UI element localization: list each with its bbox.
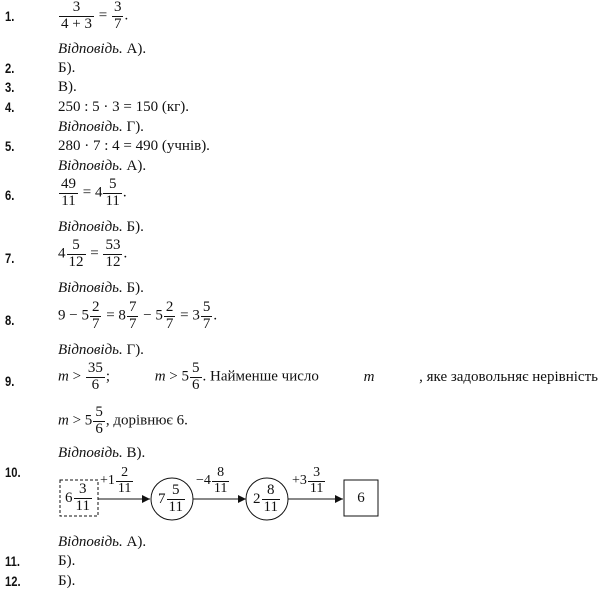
answer-label: Відповідь. <box>58 280 123 296</box>
denominator: 7 <box>165 315 174 332</box>
answer-3: В). <box>58 79 77 95</box>
expression-6 <box>58 177 127 210</box>
answer-label: Відповідь. <box>58 41 123 57</box>
fraction <box>116 466 133 496</box>
answer-value: Б). <box>126 219 144 235</box>
fraction <box>59 177 78 210</box>
operation-2 <box>196 466 230 496</box>
denominator: 11 <box>117 480 132 496</box>
text: . Найменше число <box>202 368 319 385</box>
answer-4 <box>58 119 144 136</box>
answer-1 <box>58 41 146 58</box>
numerator: 2 <box>165 299 174 315</box>
fraction <box>86 361 105 394</box>
op: −4 <box>196 473 211 489</box>
arrowhead-2 <box>238 495 246 503</box>
answer-label: Відповідь. <box>58 158 123 174</box>
punct: . <box>124 7 129 24</box>
variable: m <box>363 368 375 385</box>
denominator: 4 + 3 <box>61 15 92 32</box>
numerator: 3 <box>113 0 122 15</box>
numerator: 3 <box>59 0 94 17</box>
whole: 7 <box>158 490 166 507</box>
denominator: 11 <box>213 480 228 496</box>
term: = 8 <box>106 307 126 324</box>
answer-2: Б). <box>58 60 76 76</box>
inequality-1 <box>58 361 110 394</box>
answer-value: Б). <box>126 280 144 296</box>
whole: 2 <box>253 490 261 507</box>
answer-value: Г). <box>126 342 144 358</box>
expression-7 <box>58 238 127 271</box>
numerator: 49 <box>61 176 76 192</box>
answer-label: Відповідь. <box>58 534 123 550</box>
denominator: 11 <box>61 192 76 209</box>
numerator: 5 <box>103 177 121 194</box>
start-value <box>60 480 98 516</box>
op: +1 <box>100 473 115 489</box>
denominator: 11 <box>263 498 278 515</box>
item-number: 12. <box>5 573 21 589</box>
expression-8 <box>58 300 217 333</box>
item-number: 5. <box>5 138 15 154</box>
expression-4: 250 : 5 · 3 = 150 (кг). <box>58 99 190 115</box>
denominator: 11 <box>75 497 90 514</box>
whole: 4 <box>58 245 66 262</box>
equals: = <box>98 7 108 24</box>
fraction <box>103 177 121 210</box>
denominator: 7 <box>113 15 122 32</box>
fraction <box>74 482 92 515</box>
answer-7 <box>58 280 144 297</box>
node-1 <box>151 478 193 520</box>
denominator: 11 <box>105 192 120 209</box>
variable: m <box>154 368 166 385</box>
answer-label: Відповідь. <box>58 119 123 135</box>
equals: = <box>90 245 99 262</box>
numerator: 5 <box>95 404 103 420</box>
numerator: 7 <box>128 299 137 315</box>
operation-1 <box>100 466 134 496</box>
fraction <box>201 300 213 333</box>
answer-label: Відповідь. <box>58 342 123 358</box>
denominator: 12 <box>68 253 84 270</box>
answer-value: А). <box>126 158 147 174</box>
item-number: 3. <box>5 79 15 95</box>
numerator: 8 <box>262 483 280 500</box>
item-number: 7. <box>5 250 15 266</box>
gt: > 5 <box>72 412 93 429</box>
term: − 5 <box>143 307 163 324</box>
equals: = 4 <box>82 184 103 201</box>
expression-1 <box>58 0 128 33</box>
numerator: 3 <box>74 482 92 499</box>
fraction <box>59 0 94 33</box>
gt: > 5 <box>169 368 189 385</box>
answer-value: Г). <box>126 119 144 135</box>
item-number: 6. <box>5 187 15 203</box>
denominator: 6 <box>91 376 100 393</box>
answer-label: Відповідь. <box>58 445 123 461</box>
item-number: 11. <box>5 553 20 569</box>
inequality-2 <box>155 361 319 394</box>
numerator: 53 <box>105 237 121 253</box>
fraction <box>164 300 176 333</box>
denominator: 12 <box>105 253 121 270</box>
numerator: 3 <box>308 466 325 482</box>
denominator: 7 <box>91 315 100 332</box>
variable: m <box>58 368 69 385</box>
denominator: 7 <box>202 315 211 332</box>
fraction <box>127 300 139 333</box>
term: = 3 <box>180 307 200 324</box>
fraction <box>212 466 229 496</box>
numerator: 5 <box>67 238 86 255</box>
item-number: 4. <box>5 99 15 115</box>
denominator: 6 <box>192 376 200 393</box>
denominator: 11 <box>309 480 324 496</box>
numerator: 2 <box>116 466 133 482</box>
fraction <box>103 238 122 271</box>
fraction <box>90 300 102 333</box>
gt: > <box>72 368 82 385</box>
punct: . <box>213 307 218 324</box>
answer-6 <box>58 219 144 236</box>
numerator: 5 <box>192 360 200 376</box>
answer-10 <box>58 534 146 551</box>
item-number: 2. <box>5 60 15 76</box>
answer-11: Б). <box>58 553 76 569</box>
answer-value: А). <box>126 534 147 550</box>
fraction <box>93 405 105 438</box>
expression-9-line2 <box>58 405 188 438</box>
whole: 6 <box>65 489 73 506</box>
expression-5: 280 · 7 : 4 = 490 (учнів). <box>58 138 210 154</box>
answer-8 <box>58 342 144 359</box>
denominator: 11 <box>168 498 183 515</box>
arrowhead-1 <box>142 495 150 503</box>
fraction <box>308 466 325 496</box>
fraction <box>190 361 202 394</box>
operation-chain <box>58 465 388 526</box>
answer-9 <box>58 445 145 462</box>
punct: ; <box>105 368 110 385</box>
answer-12: Б). <box>58 573 76 589</box>
answer-label: Відповідь. <box>58 219 123 235</box>
term: 9 − 5 <box>58 307 89 324</box>
text: , дорівнює 6. <box>105 412 188 429</box>
end-value <box>344 480 378 516</box>
node-2 <box>246 478 288 520</box>
denominator: 7 <box>128 315 137 332</box>
value: 6 <box>357 489 365 506</box>
item-number: 8. <box>5 312 15 328</box>
fraction <box>67 238 86 271</box>
answer-value: В). <box>126 445 146 461</box>
punct: . <box>123 245 128 262</box>
denominator: 6 <box>95 420 103 437</box>
punct: . <box>122 184 127 201</box>
text: , яке задовольняє нерівність <box>419 368 598 385</box>
item-number: 10. <box>5 464 21 480</box>
expression-9 <box>58 361 598 394</box>
op: +3 <box>292 473 307 489</box>
arrowhead-3 <box>335 495 343 503</box>
fraction <box>167 483 185 516</box>
numerator: 5 <box>167 483 185 500</box>
item-number: 1. <box>5 8 15 24</box>
fraction <box>112 0 124 33</box>
answer-value: А). <box>126 41 147 57</box>
answer-5 <box>58 158 146 175</box>
item-number: 9. <box>5 373 15 389</box>
variable: m <box>58 412 69 429</box>
operation-3 <box>292 466 326 496</box>
fraction <box>262 483 280 516</box>
numerator: 35 <box>87 360 103 376</box>
numerator: 5 <box>202 299 211 315</box>
numerator: 8 <box>212 466 229 482</box>
numerator: 2 <box>91 299 100 315</box>
